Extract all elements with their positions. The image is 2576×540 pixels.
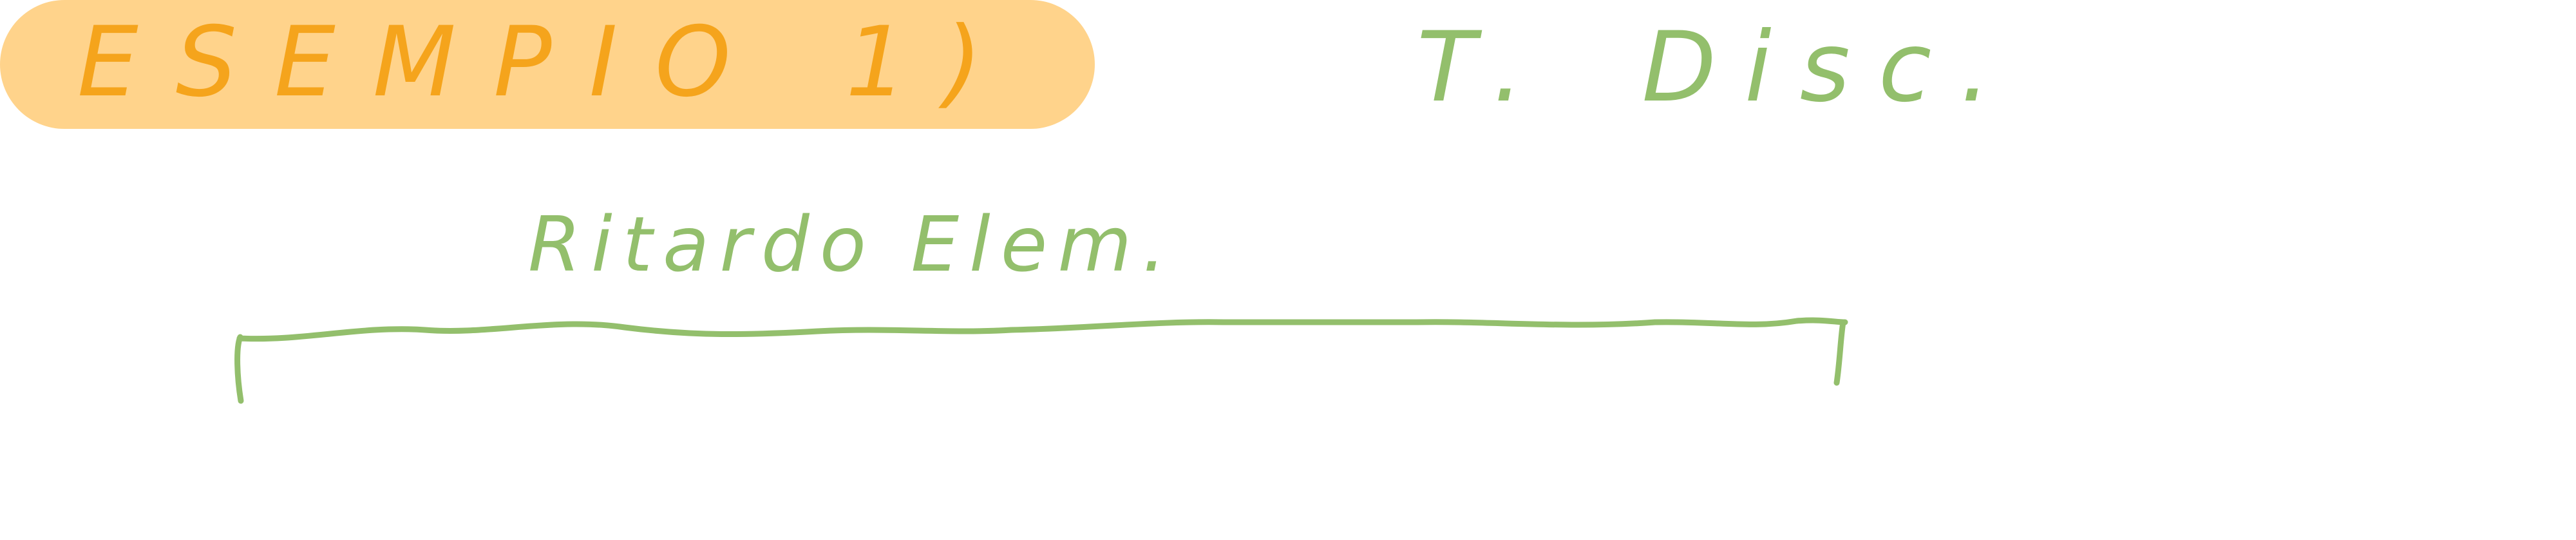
- element-delay-label: Ritardo Elem.: [528, 200, 1177, 289]
- title-number: 1): [845, 6, 1019, 119]
- brace-bar: [240, 320, 1845, 339]
- disc-label: Disc.: [1642, 12, 2019, 124]
- brace-left-leg: [238, 337, 241, 401]
- brace-right-leg: [1837, 322, 1843, 383]
- title-word: ESEMPIO: [77, 6, 768, 119]
- t-label: T.: [1417, 12, 1552, 124]
